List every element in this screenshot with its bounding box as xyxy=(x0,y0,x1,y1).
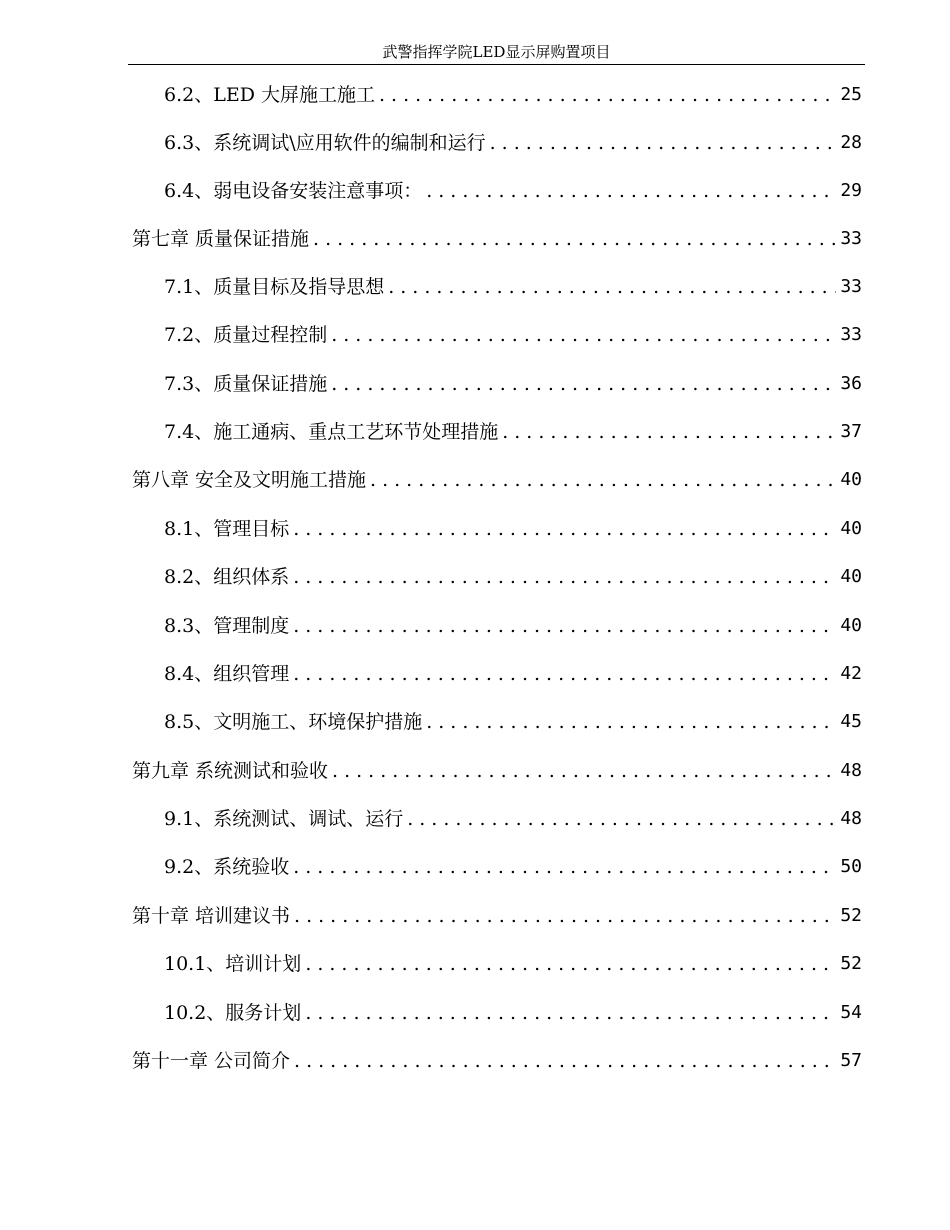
toc-dot-leader xyxy=(426,707,836,737)
toc-entry-page: 52 xyxy=(840,953,862,974)
toc-entry-page: 40 xyxy=(840,566,862,587)
toc-entry-title: 10.1、培训计划 xyxy=(164,953,302,975)
toc-entry-page: 37 xyxy=(840,421,862,442)
toc-dot-leader xyxy=(370,465,836,495)
toc-entry-title: 7.4、施工通病、重点工艺环节处理措施 xyxy=(164,421,499,443)
toc-entry-page: 52 xyxy=(840,905,862,926)
toc-entry-page: 40 xyxy=(840,469,862,490)
toc-dot-leader xyxy=(313,224,836,254)
toc-entry-title: 8.3、管理制度 xyxy=(164,615,290,637)
toc-dot-leader xyxy=(293,562,836,592)
toc-entry-page: 40 xyxy=(840,518,862,539)
toc-entry-page: 36 xyxy=(840,373,862,394)
toc-entry-title: 8.5、文明施工、环境保护措施 xyxy=(164,711,423,733)
toc-entry-title: 第十一章 公司简介 xyxy=(132,1050,291,1072)
toc-chapter-entry[interactable] xyxy=(132,1046,862,1076)
toc-entry-title: 7.2、质量过程控制 xyxy=(164,324,328,346)
toc-entry-page: 33 xyxy=(840,228,862,249)
toc-entry-title: 9.2、系统验收 xyxy=(164,856,290,878)
toc-entry-title: 第十章 培训建议书 xyxy=(132,905,291,927)
toc-entry-page: 33 xyxy=(840,324,862,345)
toc-entry-title: 6.4、弱电设备安装注意事项： xyxy=(164,180,423,202)
toc-entry-title: 8.4、组织管理 xyxy=(164,663,290,685)
toc-entry-page: 29 xyxy=(840,180,862,201)
toc-entry-title: 第八章 安全及文明施工措施 xyxy=(132,469,367,491)
toc-entry-page: 28 xyxy=(840,132,862,153)
toc-entry-page: 48 xyxy=(840,808,862,829)
toc-dot-leader xyxy=(294,901,836,931)
toc-dot-leader xyxy=(305,949,836,979)
toc-entry[interactable] xyxy=(164,852,862,882)
toc-entry-page: 25 xyxy=(840,84,862,105)
toc-entry-page: 57 xyxy=(840,1050,862,1071)
toc-entry[interactable] xyxy=(164,659,862,689)
toc-entry[interactable] xyxy=(164,562,862,592)
toc-entry-title: 6.3、系统调试\应用软件的编制和运行 xyxy=(164,132,486,154)
toc-entry-page: 40 xyxy=(840,615,862,636)
toc-dot-leader xyxy=(293,611,836,641)
toc-entry-title: 第九章 系统测试和验收 xyxy=(132,760,329,782)
toc-entry[interactable] xyxy=(164,176,862,206)
toc-entry-page: 45 xyxy=(840,711,862,732)
toc-entry[interactable] xyxy=(164,272,862,302)
toc-entry-page: 42 xyxy=(840,663,862,684)
toc-entry-page: 33 xyxy=(840,276,862,297)
toc-entry-title: 7.3、质量保证措施 xyxy=(164,373,328,395)
toc-entry-title: 6.2、LED 大屏施工施工 xyxy=(164,84,375,106)
toc-entry[interactable] xyxy=(164,514,862,544)
toc-entry[interactable] xyxy=(164,707,862,737)
toc-dot-leader xyxy=(502,417,836,447)
toc-entry[interactable] xyxy=(164,998,862,1028)
toc-entry-page: 54 xyxy=(840,1002,862,1023)
toc-dot-leader xyxy=(294,1046,836,1076)
toc-entry[interactable] xyxy=(164,804,862,834)
toc-entry[interactable] xyxy=(164,369,862,399)
toc-dot-leader xyxy=(490,128,836,158)
toc-entry-title: 8.2、组织体系 xyxy=(164,566,290,588)
toc-entry[interactable] xyxy=(164,320,862,350)
toc-entry-title: 8.1、管理目标 xyxy=(164,518,290,540)
header-title: 武警指挥学院LED显示屏购置项目 xyxy=(382,43,611,61)
toc-entry[interactable] xyxy=(164,949,862,979)
toc-entry-page: 50 xyxy=(840,856,862,877)
toc-dot-leader xyxy=(293,659,836,689)
toc-entry[interactable] xyxy=(164,611,862,641)
toc-entry[interactable] xyxy=(164,80,862,110)
toc-chapter-entry[interactable] xyxy=(132,756,862,786)
toc-dot-leader xyxy=(293,514,836,544)
toc-dot-leader xyxy=(293,852,836,882)
toc-entry-title: 7.1、质量目标及指导思想 xyxy=(164,276,385,298)
toc-entry-title: 9.1、系统测试、调试、运行 xyxy=(164,808,404,830)
toc-entry[interactable] xyxy=(164,417,862,447)
toc-entry-title: 10.2、服务计划 xyxy=(164,1002,302,1024)
toc-entry-page: 48 xyxy=(840,760,862,781)
toc-dot-leader xyxy=(331,369,836,399)
toc-dot-leader xyxy=(379,80,836,110)
toc-dot-leader xyxy=(305,998,836,1028)
toc-entry[interactable] xyxy=(164,128,862,158)
toc-chapter-entry[interactable] xyxy=(132,901,862,931)
toc-dot-leader xyxy=(388,272,836,302)
toc-entry-title: 第七章 质量保证措施 xyxy=(132,228,310,250)
toc-dot-leader xyxy=(331,320,836,350)
toc-dot-leader xyxy=(332,756,836,786)
toc-dot-leader xyxy=(407,804,836,834)
toc-chapter-entry[interactable] xyxy=(132,465,862,495)
toc-chapter-entry[interactable] xyxy=(132,224,862,254)
toc-dot-leader xyxy=(426,176,836,206)
